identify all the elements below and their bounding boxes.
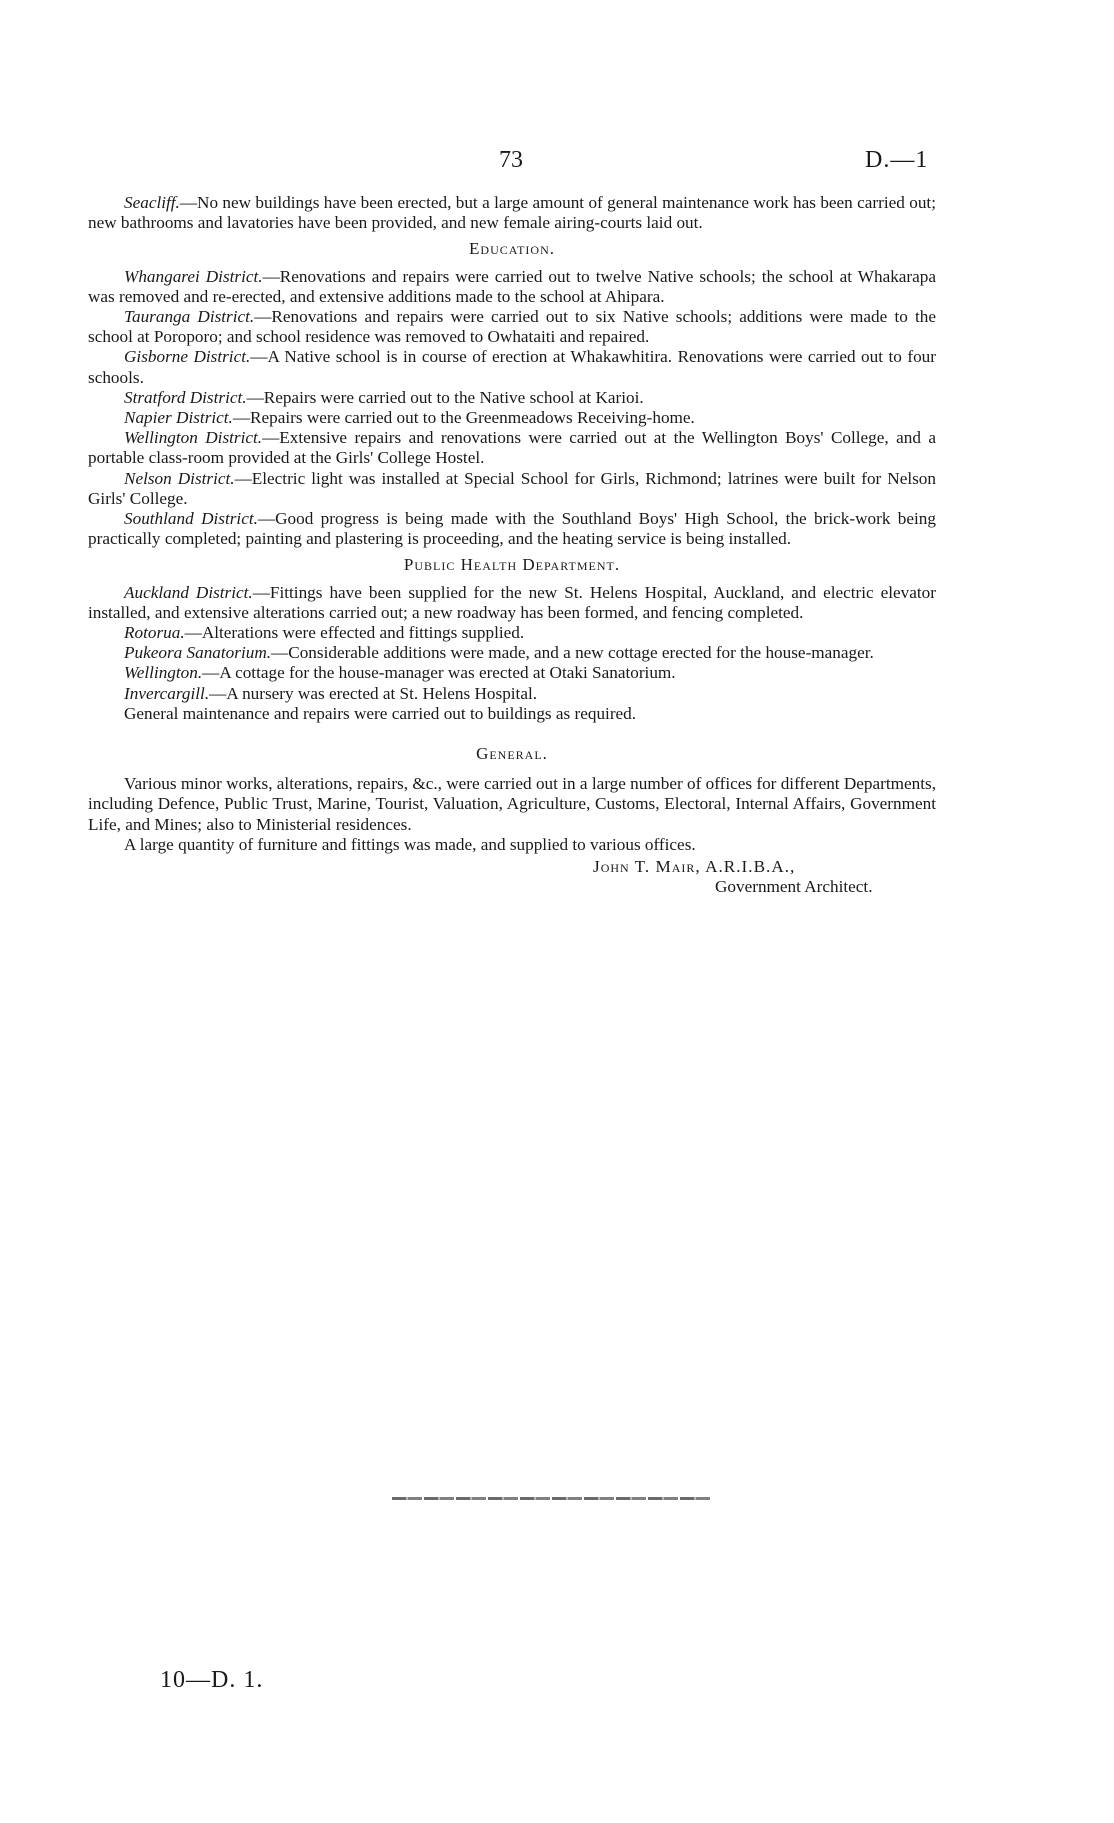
paragraph-text: —A Native school is in course of erection at Whakawhitira. Renovations were carried out to four schools. <box>88 347 936 387</box>
signatory-name: John T. Mair, A.R.I.B.A., <box>593 857 796 877</box>
paragraph-text: —Renovations and repairs were carried out to twelve Native schools; the school at Whakarapa was removed and re-erected, and extensive additions made to the school at Ahipara. <box>88 266 937 306</box>
closing-rule <box>392 1497 712 1500</box>
paragraph-text: —Repairs were carried out to the Native school at Karioi. <box>246 387 644 407</box>
paragraph-lead: Invercargill. <box>124 683 210 703</box>
paragraph-lead: Wellington. <box>124 663 203 683</box>
paragraph-whangarei <box>88 267 936 307</box>
paragraph-wellington-district <box>88 428 936 468</box>
paragraph-text: —No new buildings have been erected, but a large amount of general maintenance work has been carried out; new bathrooms and lavatories have been provided, and new female airing-courts laid out. <box>88 193 936 233</box>
paragraph-lead: Gisborne District. <box>124 347 251 367</box>
paragraph-lead: Auckland District. <box>124 582 253 602</box>
paragraph-lead: Nelson District. <box>124 468 235 488</box>
paragraph-stratford <box>88 388 936 408</box>
paragraph-southland <box>88 509 936 549</box>
signatory-title: Government Architect. <box>715 877 873 897</box>
paragraph-text: —A nursery was erected at St. Helens Hospital. <box>209 683 538 703</box>
footer-reference: 10—D. 1. <box>160 1667 264 1693</box>
paragraph-minor-works <box>88 774 936 835</box>
paragraph-lead: Tauranga District. <box>124 307 255 327</box>
paragraph-text: —Alterations were effected and fittings supplied. <box>184 623 525 643</box>
paragraph-text: —Good progress is being made with the Southland Boys' High School, the brick-work being practically completed; painting and plastering is proceeding, and the heating service is being installed. <box>88 509 936 549</box>
page-number: 73 <box>499 147 523 173</box>
paragraph-wellington <box>88 663 936 683</box>
paragraph-general-maintenance <box>88 704 936 724</box>
paragraph-text: Various minor works, alterations, repairs, &c., were carried out in a large number of offices for different Departments, including Defence, Public Trust, Marine, Tourist, Valuation, Agriculture, Customs, Electoral, Internal Affairs, Government Life, and Mines; also to Ministerial residences. <box>88 774 936 834</box>
paragraph-text: —Considerable additions were made, and a new cottage erected for the house-manager. <box>271 643 874 663</box>
paragraph-nelson <box>88 469 936 509</box>
section-heading-general: General. <box>476 744 548 764</box>
paragraph-text: —Renovations and repairs were carried out to six Native schools; additions were made to the school at Poroporo; and school residence was removed to Owhataiti and repaired. <box>88 307 936 347</box>
report-body <box>88 193 936 897</box>
paragraph-gisborne <box>88 347 936 387</box>
paragraph-invercargill <box>88 684 936 704</box>
section-heading-education: Education. <box>469 239 555 259</box>
paragraph-lead: Stratford District. <box>124 387 247 407</box>
paragraph-lead: Southland District. <box>124 509 258 529</box>
paragraph-text: —Repairs were carried out to the Greenmeadows Receiving-home. <box>232 408 695 428</box>
section-heading-public-health: Public Health Department. <box>403 555 621 575</box>
paragraph-napier <box>88 408 936 428</box>
paragraph-rotorua <box>88 623 936 643</box>
document-reference: D.—1 <box>865 147 929 173</box>
paragraph-lead: Whangarei District. <box>124 266 263 286</box>
paragraph-tauranga <box>88 307 936 347</box>
paragraph-text: A large quantity of furniture and fittings was made, and supplied to various offices. <box>124 834 696 854</box>
paragraph-text: —Extensive repairs and renovations were carried out at the Wellington Boys' College, and a portable class-room provided at the Girls' College Hostel. <box>88 428 936 468</box>
paragraph-lead: Napier District. <box>124 408 233 428</box>
paragraph-lead: Rotorua. <box>124 623 185 643</box>
paragraph-furniture <box>88 835 936 855</box>
paragraph-text: —Fittings have been supplied for the new St. Helens Hospital, Auckland, and electric elevator installed, and extensive alterations carried out; a new roadway has been formed, and fencing completed. <box>88 582 936 622</box>
paragraph-lead: Wellington District. <box>124 428 263 448</box>
paragraph-lead: Seacliff. <box>124 193 180 212</box>
signature-block <box>593 857 936 897</box>
paragraph-text: —A cottage for the house-manager was erected at Otaki Sanatorium. <box>202 663 676 683</box>
paragraph-auckland <box>88 583 936 623</box>
paragraph-text: —Electric light was installed at Special School for Girls, Richmond; latrines were built for Nelson Girls' College. <box>88 468 936 508</box>
paragraph-lead: Pukeora Sanatorium. <box>124 643 272 663</box>
paragraph-seacliff <box>88 193 936 233</box>
paragraph-text: General maintenance and repairs were carried out to buildings as required. <box>124 703 637 723</box>
paragraph-pukeora <box>88 643 936 663</box>
